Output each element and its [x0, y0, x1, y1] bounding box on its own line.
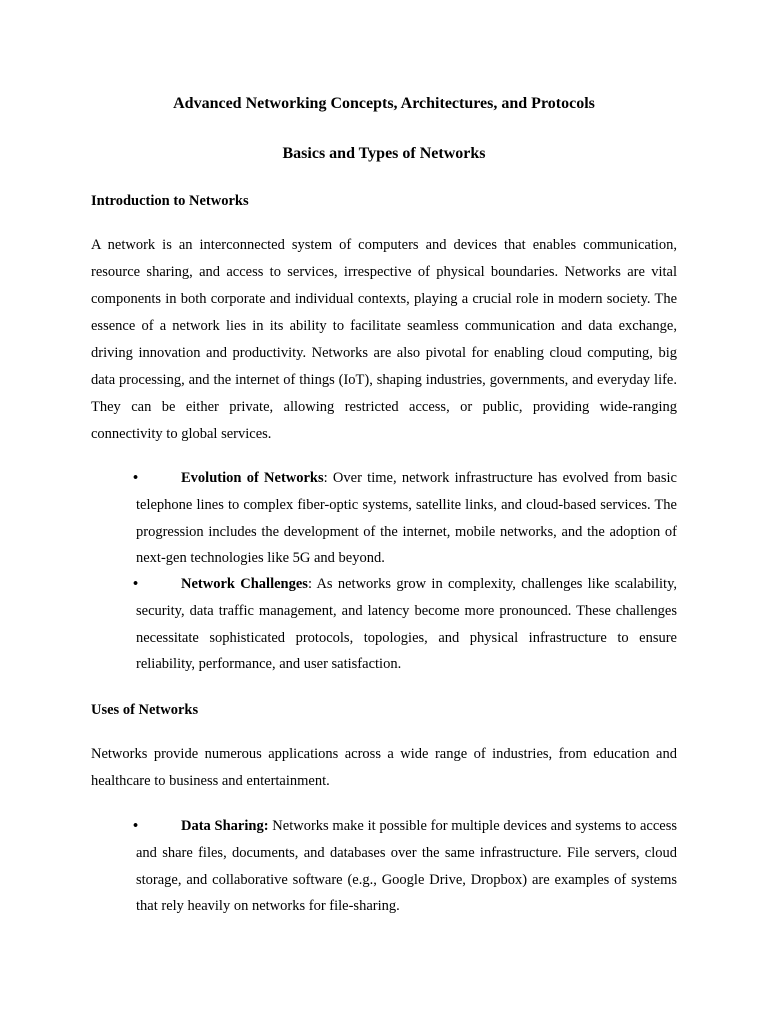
bullet-separator: : — [307, 576, 312, 592]
bullet-body: Networks make it possible for multiple devices and systems to access and share files, documents, and databases over the same infrastructure. File servers, cloud storage, and collaborative software (e.g., Google Drive, Dropbox) are examples of systems that rely heavily on networks for file-sharing. — [136, 818, 677, 915]
bullet-text — [136, 571, 677, 678]
bullet-icon: • — [133, 470, 139, 486]
bullet-body: Over time, network infrastructure has evolved from basic telephone lines to complex fiber-optic systems, satellite links, and cloud-based services. The progression includes the development of the internet, mobile networks, and the adoption of next-gen technologies like 5G and beyond. — [136, 470, 677, 567]
bullet-term: Network Challenges — [181, 576, 308, 592]
bullet-network-challenges — [133, 571, 677, 678]
bullet-icon: • — [133, 818, 139, 834]
bullet-body: As networks grow in complexity, challenges like scalability, security, data traffic management, and latency become more pronounced. These challenges necessitate sophisticated protocols, topologies, and physical infrastructure to ensure reliability, performance, and user satisfaction. — [136, 576, 677, 673]
section-heading-introduction: Introduction to Networks — [91, 193, 249, 209]
document-title: Advanced Networking Concepts, Architectures, and Protocols — [173, 95, 595, 112]
bullet-separator: : — [323, 470, 328, 486]
bullet-icon: • — [133, 576, 139, 592]
introduction-paragraph: A network is an interconnected system of computers and devices that enables communication, resource sharing, and access to services, irrespective of physical boundaries. Networks are vital components in both corporate and individual contexts, playing a crucial role in modern society. The essence of a network lies in its ability to facilitate seamless communication and data exchange, driving innovation and productivity. Networks are also pivotal for enabling cloud computing, big data processing, and the internet of things (IoT), shaping industries, governments, and everyday life. They can be either private, allowing restricted access, or public, providing wide-ranging connectivity to global services. — [91, 237, 677, 442]
bullet-text — [136, 813, 677, 920]
bullet-data-sharing — [133, 813, 677, 920]
bullet-evolution-of-networks — [133, 465, 677, 572]
uses-paragraph: Networks provide numerous applications across a wide range of industries, from education and healthcare to business and entertainment. — [91, 746, 677, 789]
section-heading-uses: Uses of Networks — [91, 702, 199, 718]
bullet-term: Evolution of Networks — [181, 470, 324, 486]
document-subtitle: Basics and Types of Networks — [282, 145, 486, 162]
bullet-term: Data Sharing: — [181, 818, 269, 834]
bullet-text — [136, 465, 677, 572]
